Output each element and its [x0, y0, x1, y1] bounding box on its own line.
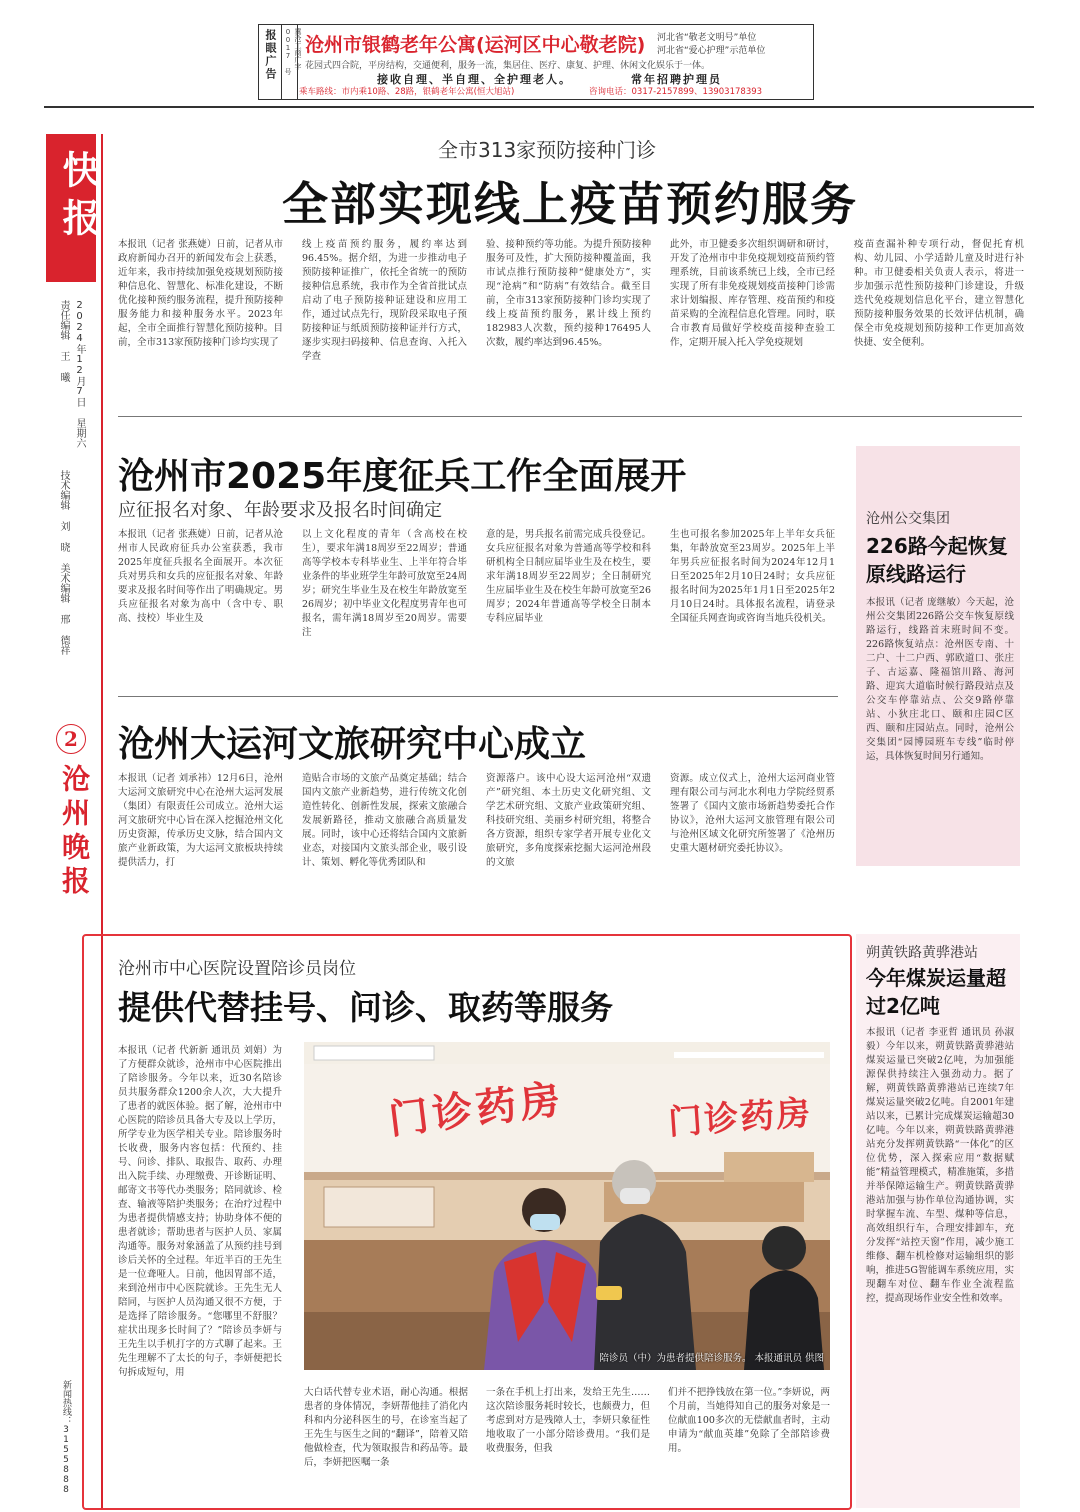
article4-column-4: 们并不把挣钱放在第一位。”李妍说，两个月前，当她得知自己的服务对象是一位献血100多次的无偿献血者时，主动申请为“献血英雄”免除了全部陪诊费用。 — [668, 1387, 830, 1454]
ad-phone: 咨询电话：0317-2157899、13903178393 — [589, 87, 763, 97]
ad-honor-2: 河北省“爱心护理”示范单位 — [657, 46, 766, 56]
sidebar1-body: 本报讯（记者 庞继敏）今天起，沧州公交集团226路公交车恢复原线路运行，线路首末班时间不变。226路恢复站点：沧州医专南、十二户、十二户西、郭欧道口、张庄子、古运嘉、隆福馆川路、海河路、迎宾大道临时候行路段站点及公交车停靠站点、公交9路停靠站、小狄庄北口、颐和庄园C区西、颐和庄园站点。同时，沧州公交集团“园博园班车专线”临时停运，具体恢复时间另行通知。 — [866, 597, 1014, 762]
ad-bus-route: 乘车路线：市内乘10路、28路，银鹤老年公寓(恒大旭站) — [299, 87, 515, 97]
ad-side-label — [259, 25, 282, 99]
column-name: 快报 — [56, 150, 101, 246]
sidebar2-kicker: 朔黄铁路黄骅港站 — [866, 945, 978, 961]
article1-column-1: 本报讯（记者 张燕婕）日前，记者从市政府新闻办召开的新闻发布会上获悉，近年来，我市持续加强免疫规划预防接种信息化、智慧化、标准化建设，不断优化接种预约服务流程，提升预防接种服务能力和接种服务水平。2023年起，全市全面推行智慧化预防接种。目前，全市313家预防接种门诊均实现了 — [118, 239, 283, 348]
ad-banner — [258, 24, 814, 100]
divider-1 — [118, 416, 1022, 417]
tech-editor-line: 技术编辑 刘 晓 美术编辑 邢 德祥 — [58, 470, 69, 655]
article1-column-3: 验、接种预约等功能。为提升预防接种服务可及性，扩大预防接种覆盖面，我市试点推行预防接种“健康处方”，实现“沧病”和“防病”有效结合。截至目前，全市313家预防接种门诊均实现了线上疫苗预约服务，累计线上预约182983人次数，预约接种176495人次数，履约率达到96.45%。 — [486, 239, 651, 348]
article2-column-4: 生也可报名参加2025年上半年女兵征集，年龄放宽至23周岁。2025年上半年男兵应征报名时间为2024年12月1日至2025年2月10日24时；女兵应征报名时间为2025年1月1日至2025年2月10日24时。具体报名流程，请登录全国征兵网查询或咨询当地兵役机关。 — [670, 529, 835, 624]
article2-column-1: 本报讯（记者 张燕婕）日前，记者从沧州市人民政府征兵办公室获悉，我市2025年度征兵报名全面展开。本次征兵对男兵和女兵的应征报名对象、年龄要求及报名时间等作出了明确规定。男兵应征报名对象为高中（含中专、职高、技校）毕业生及 — [118, 529, 283, 624]
news-hotline: 新闻热线：3155888 — [61, 1380, 71, 1495]
ad-side-number-text: 冀沧工商广字 0017 号 — [284, 28, 302, 75]
article3-column-1: 本报讯（记者 刘承祎）12月6日，沧州大运河文旅研究中心在沧州大运河发展（集团）有限责任公司成立。沧州大运河文旅研究中心旨在深入挖掘沧州文化历史资源，传承历史文脉，结合国内文旅产业新政策，为大运河文旅板块持续提供活力，打 — [118, 773, 283, 868]
article3-column-2: 造贴合市场的文旅产品奠定基础；结合国内文旅产业新趋势，进行传统文化创造性转化、创新性发展，探索文旅融合发展新路径，推动文旅融合高质量发展。同时，该中心还将结合国内文旅新业态，对接国内文旅头部企业，吸引设计、策划、孵化等优秀团队和 — [302, 773, 467, 868]
photo-sign-left: 门诊药房 — [386, 1076, 567, 1144]
article4-kicker: 沧州市中心医院设置陪诊员岗位 — [118, 959, 356, 979]
article4-column-1: 本报讯（记者 代新新 通讯员 刘娟）为了方便群众就诊，沧州市中心医院推出了陪诊服务。今年以来，近30名陪诊员共服务群众1200余人次，大大提升了患者的就医体验。据了解，沧州市中心医院的陪诊员具备大专及以上学历，所学专业为医学相关专业。陪诊服务时长收费，服务内容包括：代预约、挂号、问诊、排队、取报告、取药、办理出入院手续、办理缴费、开诊断证明、邮寄文书等代办类服务；陪同就诊、检查、输液等陪护类服务；在治疗过程中为患者提供情感支持；协助身体不便的患者就诊；帮助患者与医护人员、家属沟通等。服务对象涵盖了从预约挂号到诊后关怀的全过程。年近半百的王先生是一位聋哑人。日前，他因胃部不适，来到沧州市中心医院就诊。王先生无人陪同，与医护人员沟通又很不方便，于是选择了陪诊服务。“您哪里不舒服？症状出现多长时间了？”陪诊员李妍与王先生以手机打字的方式聊了起来。王先生理解不了太长的句子，李妍便把长句拆成短句，用 — [118, 1045, 282, 1378]
article4-headline: 提供代替挂号、问诊、取药等服务 — [118, 988, 613, 1027]
sidebar1-kicker: 沧州公交集团 — [866, 511, 950, 527]
article4-column-3: 一条在手机上打出来，发给王先生……这次陪诊服务耗时较长，也颇费力，但考虑到对方是残障人士，李妍只象征性地收取了一小部分陪诊费用。“我们是收费服务，但我 — [486, 1387, 650, 1454]
article1-headline: 全部实现线上疫苗预约服务 — [282, 177, 858, 231]
page-number: 2 — [56, 724, 86, 754]
paper-name: 沧州晚报 — [58, 764, 91, 900]
ad-description: 花园式四合院，平房结构，交通便利，服务一流，集居住、医疗、康复、护理、休闲文化娱乐于一体。 — [305, 61, 711, 71]
photo-caption: 陪诊员（中）为患者提供陪诊服务。 本报通讯员 供图 — [599, 1353, 824, 1364]
column-badge — [46, 134, 101, 282]
article4-photo — [304, 1042, 830, 1370]
editor-line: 责任编辑 王 曦 — [58, 300, 69, 382]
ad-honor-1: 河北省“敬老文明号”单位 — [657, 33, 757, 43]
article1-column-5: 疫苗查漏补种专项行动，督促托育机构、幼儿园、小学适龄儿童及时进行补种。市卫健委相关负责人表示，将进一步加强示范性预防接种门诊建设，升级迭代免疫规划信息化平台，建立智慧化预防接种服务效果的长效评估机制，确保全市免疫规划预防接种工作更加高效快捷、安全便利。 — [854, 239, 1024, 348]
article3-column-4: 资源。成立仪式上，沧州大运河商业管理有限公司与河北水利电力学院经贸系签署了《国内文旅市场新趋势委托合作协议》，沧州大运河文旅管理有限公司与沧州区域文化研究所签署了《沧州历史重大题材研究委托协议》。 — [670, 773, 835, 854]
article2-headline: 沧州市2025年度征兵工作全面展开 — [118, 456, 687, 497]
article3-headline: 沧州大运河文旅研究中心成立 — [118, 724, 587, 765]
article1-column-4: 此外，市卫健委多次组织调研和研讨，开发了沧州市中非免疫规划疫苗预约管理系统，目前该系统已上线，全市已经实现了所有非免疫规划疫苗接种门诊需求计划编报、库存管理、疫苗预约和疫苗采购的全流程信息化管理。同时，联合市教育局做好学校疫苗接种查验工作，定期开展入托入学免疫规划 — [670, 239, 835, 348]
sidebar1-headline: 226路今起恢复原线路运行 — [866, 534, 1008, 586]
article1-kicker: 全市313家预防接种门诊 — [438, 138, 657, 162]
ad-side-label-text: 报眼广告 — [264, 29, 277, 81]
article2-subhead: 应征报名对象、年龄要求及报名时间确定 — [118, 500, 442, 521]
ad-title: 沧州市银鹤老年公寓(运河区中心敬老院) — [305, 34, 646, 56]
article3-column-3: 资源落户。该中心设大运河沧州“双遗产”研究组、本土历史文化研究组、文学艺术研究组、文旅产业政策研究组、科技研究组、美丽乡村研究组，将整合各方资源，组织专家学者开展专业化文旅研究，多角度探索挖掘大运河沧州段的文旅 — [486, 773, 651, 868]
article2-column-2: 以上文化程度的青年（含高校在校生），要求年满18周岁至22周岁；普通高等学校本专科毕业生、上半年符合毕业条件的毕业班学生年龄可放宽至24周岁；研究生毕业生及在校生年龄放宽至26周岁；初中毕业文化程度男青年也可报名，需年满18周岁至20周岁。需要注 — [302, 529, 467, 638]
sidebar2-headline: 今年煤炭运量超过2亿吨 — [866, 966, 1006, 1018]
sidebar2-body: 本报讯（记者 李亚哲 通讯员 孙淑毅）今年以来，朔黄铁路黄骅港站煤炭运量已突破2亿吨，为加强能源保供持续注入强劲动力。据了解，朔黄铁路黄骅港站已连续7年煤炭运量突破2亿吨。自2001年建站以来，已累计完成煤炭运输超30亿吨。今年以来，朔黄铁路黄骅港站充分发挥朔黄铁路“一体化”的区位优势，深入探索应用“数据赋能”精益管理模式，精准施策，多措并举保障运输生产。朔黄铁路黄骅港站加强与协作单位沟通协调，实时掌握车流、车型、煤种等信息，高效组织行车，合理安排卸车，充分发挥“站控天窗”作用，减少施工维修、翻车机检修对运输组织的影响，推进5G智能调车系统应用，实现翻车对位、翻车作业全流程监控，提高现场作业安全性和效率。 — [866, 1027, 1014, 1304]
article1-column-2: 线上疫苗预约服务，履约率达到96.45%。据介绍，为进一步推动电子预防接种证推广，依托全省统一的预防接种信息系统，我市作为全省首批试点启动了电子预防接种证建设和应用工作，通过试点先行，现阶段采取电子预防接种证与纸质预防接种证并行方式，逐步实现扫码接种、信息查询、入托入学查 — [302, 239, 467, 362]
ad-side-number — [281, 25, 302, 99]
photo-sign-right: 门诊药房 — [667, 1093, 814, 1143]
article2-column-3: 意的是，男兵报名前需完成兵役登记。女兵应征报名对象为普通高等学校和科研机构全日制应届毕业生及在校生，要求年满18周岁至22周岁；全日制研究生应届毕业生及在校生年龄可放宽至26周岁；2024年普通高等学校全日制本专科应届毕业 — [486, 529, 651, 624]
ad-slogan: 接收自理、半自理、全护理老人。 — [377, 73, 572, 86]
article4-column-2: 大白话代替专业术语，耐心沟通。根据患者的身体情况，李妍帮他挂了消化内科和内分泌科医生的号，在诊室当起了王先生与医生之间的“翻译”，陪着又陪他做检查，代为领取报告和药品等。最后，李妍把医嘱一条 — [304, 1387, 468, 1468]
date-line: 2024年12月7日 星期六 — [74, 300, 85, 448]
top-rule — [44, 106, 1034, 108]
ad-hiring: 常年招聘护理员 — [631, 73, 722, 86]
divider-2 — [118, 696, 838, 697]
